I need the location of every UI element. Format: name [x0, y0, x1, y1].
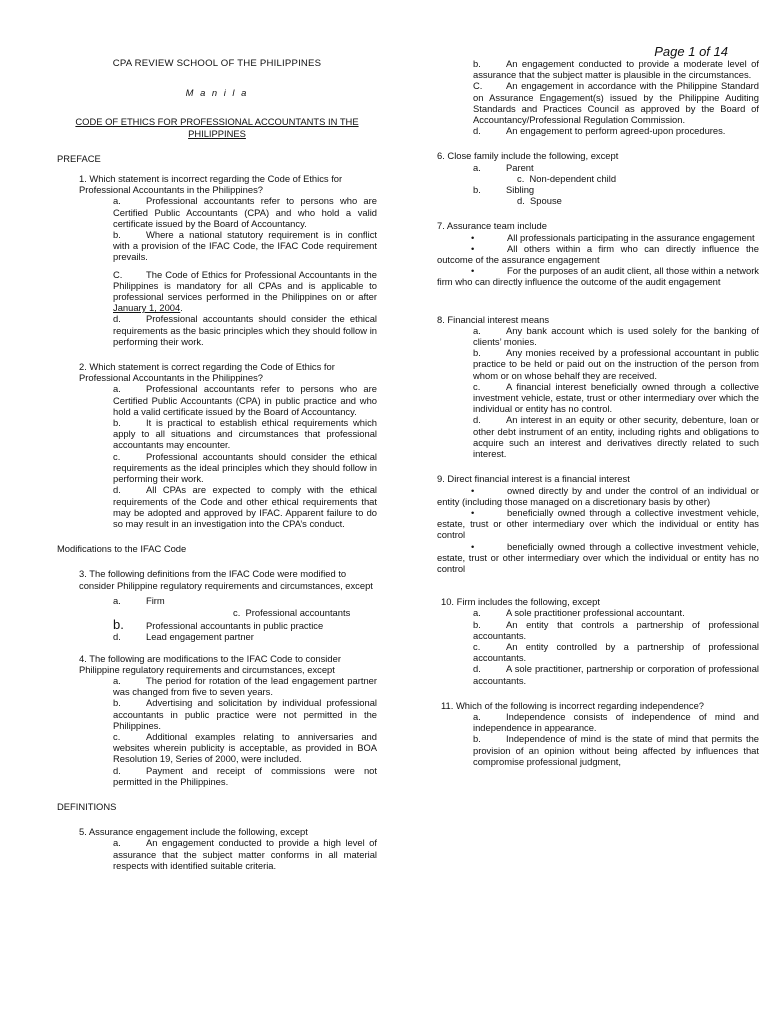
option-text: It is practical to establish ethical requirements which apply to all situations and circumstances that professional accountants may encounter. — [113, 417, 377, 451]
option-label: b. — [473, 347, 481, 359]
bullet-text: All others within a firm who can directly influence the outcome of the assurance engagement — [437, 242, 759, 266]
option-text: Professional accountants in public practice — [146, 620, 324, 632]
question-11 — [437, 700, 759, 767]
option-label: b. — [473, 618, 481, 630]
option-text: Advertising and solicitation by individual professional accountants in public practice were not permitted in the Philippines. — [113, 697, 377, 731]
option-a — [113, 595, 377, 606]
option-label: d. — [113, 313, 121, 325]
option-label: b. — [473, 733, 481, 745]
option-text: Spouse — [530, 195, 562, 207]
option-d — [473, 195, 759, 206]
question-stem: 2. Which statement is correct regarding the Code of Ethics for Professional Accountants in the Philippines? — [79, 361, 335, 384]
option-text: Independence consists of independence of mind and independence in appearance. — [473, 710, 759, 734]
option-label: a. — [473, 161, 481, 173]
option-b — [113, 619, 377, 631]
bullet-text: beneficially owned through a collective investment vehicle, estate, trust or other intermediary over which the individual or entity has control — [437, 506, 759, 541]
option-text: Payment and receipt of commissions were not permitted in the Philippines. — [113, 764, 377, 787]
bullet-text: For the purposes of an audit client, all those within a network firm who can directly influence the outcome of the audit engagement — [437, 265, 759, 288]
bullet-icon: • — [471, 242, 475, 254]
option-text: Non-dependent child — [529, 172, 617, 184]
question-stem: 3. The following definitions from the IFAC Code were modified to consider Philippine regulatory requirements and circumstances, except — [79, 568, 373, 591]
option-text: Any monies received by a professional accountant in public practice to be held or paid out on the instruction of the person from whom or on whose behalf they are received. — [473, 347, 759, 381]
option-label: a. — [113, 674, 121, 686]
option-b — [113, 417, 377, 451]
option-d — [473, 125, 759, 136]
option-label: b. — [473, 184, 481, 196]
option-text: An entity that controls a partnership of professional accountants. — [473, 618, 759, 641]
option-b — [473, 184, 759, 195]
option-c — [473, 80, 759, 125]
option-label: b. — [113, 617, 124, 633]
option-label: c. — [473, 380, 481, 392]
question-stem: 5. Assurance engagement include the following, except — [79, 826, 308, 838]
option-text: All CPAs are expected to comply with the ethical requirements of the Code and other ethical requirements that may be adopted and approved by IFAC. Apparent failure to do so may result in an investigation into the CPA’s conduct. — [113, 484, 377, 529]
option-b — [473, 733, 759, 767]
option-a — [113, 383, 377, 417]
option-d — [473, 663, 759, 685]
bullet-item — [437, 541, 759, 575]
question-1 — [79, 173, 377, 347]
option-label: d. — [473, 125, 481, 137]
option-label: d. — [113, 764, 121, 776]
bullet-text: beneficially owned through a collective investment vehicle, estate, trust or other intermediary over which the individual or entity has no control — [437, 540, 759, 574]
question-8 — [437, 314, 759, 460]
bullet-item — [437, 232, 759, 243]
option-b — [473, 58, 759, 80]
option-label: a. — [113, 594, 121, 606]
option-d — [473, 414, 759, 459]
section-preface: PREFACE — [57, 152, 101, 164]
option-label: b. — [113, 697, 121, 709]
option-text: Professional accountants refer to persons who are Certified Public Accountants (CPA) in public practice and who hold a valid certificate issued by the Board of Accountancy. — [113, 383, 377, 417]
question-stem: 11. Which of the following is incorrect regarding independence? — [441, 699, 705, 711]
question-3 — [79, 568, 377, 642]
question-9 — [437, 473, 759, 574]
left-column — [57, 58, 377, 871]
option-label: d. — [517, 195, 525, 207]
bullet-item — [437, 243, 759, 265]
question-5 — [79, 826, 377, 871]
question-stem: 4. The following are modifications to the IFAC Code to consider Philippine regulatory requirements and circumstances, except — [79, 652, 341, 675]
option-text: Independence of mind is the state of mind that permits the provision of an opinion without being affected by influences that compromise professional judgment, — [473, 733, 759, 767]
option-text: Professional accountants should consider the ethical requirements as the ideal principles which they should follow in performing their work. — [113, 450, 377, 485]
option-text-end: . — [180, 302, 183, 314]
bullet-icon: • — [471, 540, 475, 552]
option-label: a. — [113, 195, 121, 207]
option-a — [473, 325, 759, 347]
option-c — [113, 731, 377, 765]
option-text: An engagement in accordance with the Philippine Standard on Assurance Engagement(s) issued by the Philippine Auditing Standards and Practices Council as approved by the Board of Accountancy/Professional Regulation Commission. — [473, 80, 759, 126]
option-text: Any bank account which is used solely for the banking of clients’ monies. — [473, 324, 759, 348]
option-c — [113, 607, 377, 618]
city: M a n i l a — [185, 87, 249, 99]
option-a — [473, 162, 759, 173]
option-a — [473, 711, 759, 733]
question-5-continued — [473, 58, 759, 136]
option-label: b. — [473, 58, 481, 69]
bullet-icon: • — [471, 265, 475, 277]
option-b — [473, 347, 759, 381]
bullet-item — [437, 507, 759, 541]
option-text: An interest in an equity or other security, debenture, loan or other debt instrument of an entity, including rights and obligations to acquire such an interest and derivatives directly related to such interest. — [473, 414, 759, 460]
question-2 — [79, 361, 377, 529]
right-column — [437, 58, 759, 767]
option-text: An engagement to perform agreed-upon procedures. — [506, 125, 726, 137]
option-a — [113, 837, 377, 871]
option-label: c. — [113, 730, 121, 742]
question-stem: 8. Financial interest means — [437, 313, 550, 325]
option-text: Professional accountants — [245, 606, 351, 618]
bullet-icon: • — [471, 506, 475, 518]
option-label: b. — [113, 417, 121, 429]
section-definitions: DEFINITIONS — [57, 800, 117, 812]
option-text: Professional accountants should consider the ethical requirements as the basic principles which they should follow in performing their work. — [113, 313, 377, 347]
question-6 — [437, 150, 759, 206]
option-text: Firm — [146, 594, 165, 606]
option-text: Professional accountants refer to persons who are Certified Public Accountants (CPA) and who hold a valid certificate issued by the Board of Accountancy. — [113, 195, 377, 229]
option-text: A financial interest beneficially owned through a collective investment vehicle, estate, trust or other intermediary over which the individual or entity has no control. — [473, 380, 759, 415]
option-d — [113, 631, 377, 642]
option-label: C. — [473, 80, 483, 92]
option-label: c. — [517, 172, 525, 184]
option-c — [473, 381, 759, 415]
option-label: d. — [473, 663, 481, 675]
option-d — [113, 313, 377, 347]
bullet-icon: • — [471, 484, 475, 496]
question-stem: 6. Close family include the following, except — [437, 150, 619, 162]
option-text: Sibling — [506, 184, 535, 196]
question-7 — [437, 220, 759, 287]
option-label: C. — [113, 268, 123, 280]
school-name: CPA REVIEW SCHOOL OF THE PHILIPPINES — [112, 58, 322, 69]
option-label: a. — [113, 383, 121, 395]
option-text: Parent — [506, 161, 534, 173]
option-d — [113, 484, 377, 529]
option-c — [113, 451, 377, 485]
bullet-text: owned directly by and under the control of an individual or entity (including those managed on a discretionary basis by other) — [437, 484, 759, 507]
option-text: Additional examples relating to anniversaries and websites wherein publicity is acceptable, as provided in BOA Resolution 19, Series of 2000, were included. — [113, 730, 377, 765]
option-text: A sole practitioner, partnership or corporation of professional accountants. — [473, 663, 759, 686]
option-b — [113, 229, 377, 263]
question-stem: 9. Direct financial interest is a financial interest — [437, 473, 630, 485]
question-stem: 1. Which statement is incorrect regarding the Code of Ethics for Professional Accountants in the Philippines? — [79, 173, 343, 196]
option-text: A sole practitioner professional accountant. — [506, 607, 685, 619]
option-text: An engagement conducted to provide a high level of assurance that the subject matter conforms in all material respects with identified suitable criteria. — [113, 837, 377, 871]
option-label: d. — [113, 631, 121, 643]
document-title: CODE OF ETHICS FOR PROFESSIONAL ACCOUNTANTS IN THE PHILIPPINES — [75, 116, 359, 139]
bullet-text: All professionals participating in the assurance engagement — [507, 231, 755, 243]
question-stem: 7. Assurance team include — [437, 220, 547, 232]
option-label: c. — [473, 640, 481, 652]
option-label: a. — [113, 837, 121, 849]
option-text: Where a national statutory requirement is in conflict with a provision of the IFAC Code, the IFAC Code requirement prevails. — [113, 229, 377, 263]
section-modifications: Modifications to the IFAC Code — [57, 543, 187, 555]
option-text: An entity controlled by a partnership of professional accountants. — [473, 640, 759, 664]
question-stem: 10. Firm includes the following, except — [441, 596, 600, 608]
option-label: d. — [113, 484, 121, 496]
bullet-item — [437, 485, 759, 507]
option-text: The Code of Ethics for Professional Accountants in the Philippines is mandatory for all CPAs and is applicable to professional services performed in the Philippines on or after — [113, 268, 377, 303]
question-10 — [437, 596, 759, 686]
bullet-icon: • — [471, 231, 475, 243]
option-a — [113, 195, 377, 229]
option-label: c. — [233, 606, 241, 618]
option-label: a. — [473, 324, 481, 336]
bullet-item — [437, 265, 759, 287]
option-b — [113, 697, 377, 731]
page-number: Page 1 of 14 — [654, 44, 728, 59]
option-c — [473, 173, 759, 184]
option-label: a. — [473, 607, 481, 619]
option-text: An engagement conducted to provide a moderate level of assurance that the subject matter is plausible in the circumstances. — [473, 58, 759, 81]
option-text: Lead engagement partner — [146, 631, 254, 643]
option-c — [473, 641, 759, 663]
option-label: c. — [113, 450, 121, 462]
option-a — [113, 675, 377, 697]
option-a — [473, 607, 759, 618]
option-c — [113, 269, 377, 314]
effective-date: January 1, 2004 — [113, 302, 181, 314]
option-label: d. — [473, 414, 481, 426]
option-label: a. — [473, 710, 481, 722]
question-4 — [79, 653, 377, 787]
option-b — [473, 619, 759, 641]
option-text: The period for rotation of the lead engagement partner was changed from five to seven years. — [113, 674, 377, 698]
option-label: b. — [113, 229, 121, 241]
option-d — [113, 765, 377, 787]
